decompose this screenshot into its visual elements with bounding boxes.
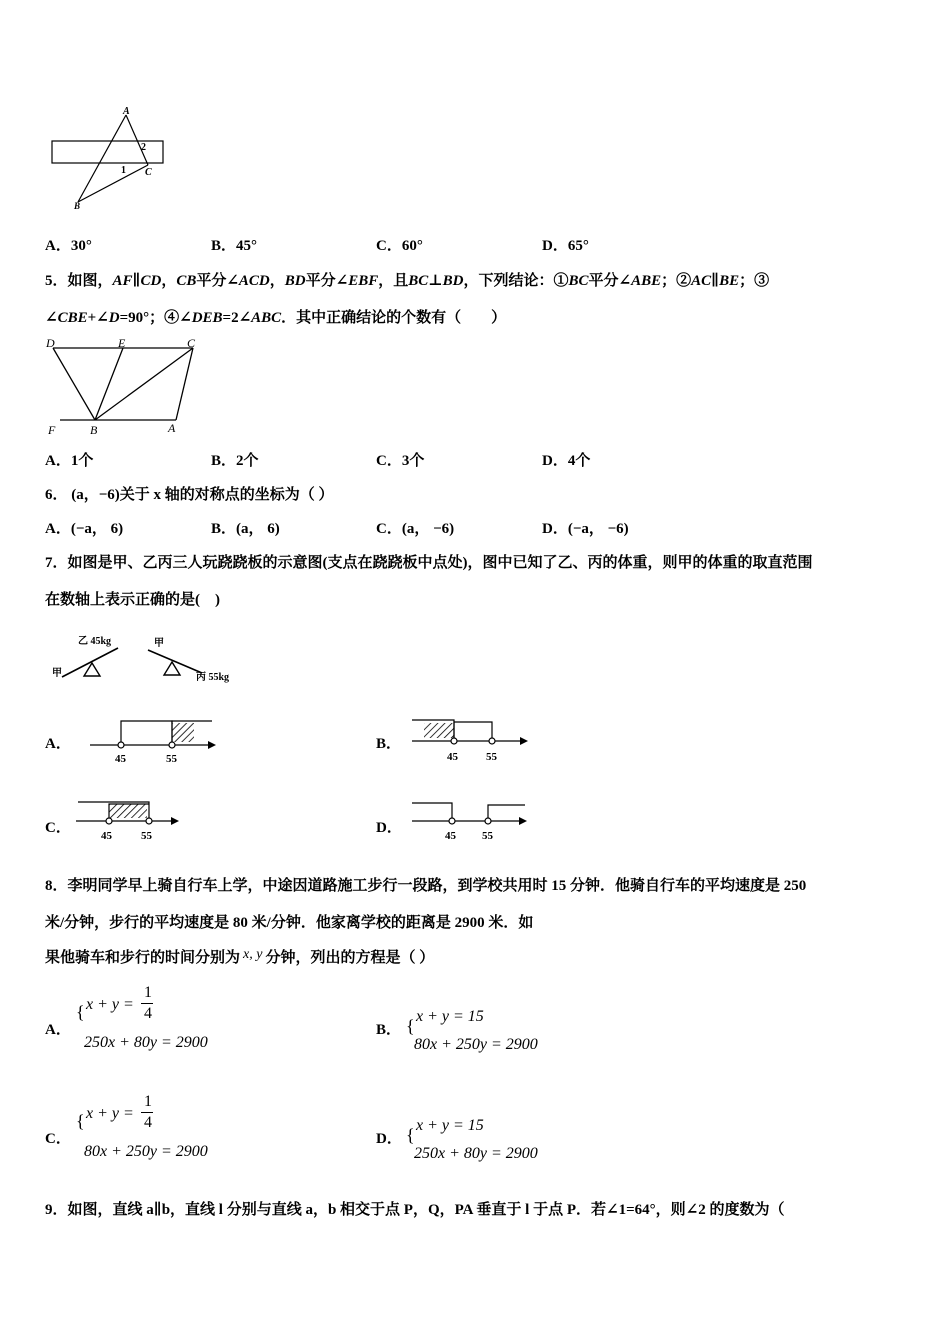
q8-option-b-label[interactable]: B． — [376, 1022, 402, 1038]
option-label: C． — [376, 521, 402, 537]
option-text: 2个 — [236, 453, 259, 469]
q5-figure — [44, 336, 204, 440]
range-bracket-right — [454, 722, 492, 738]
tick-label-55: 55 — [166, 753, 177, 765]
q5-label-b: B — [90, 423, 98, 437]
equation-1: x + y = 15 — [416, 1117, 484, 1134]
q9-stem-line1: 9．如图，直线 a∥b，直线 l 分别与直线 a，b 相交于点 P，Q，PA 垂直于 l 于点 P．若∠1=64°，则∠2 的度数为（ — [45, 1202, 785, 1218]
option-text: 1个 — [70, 453, 94, 469]
seesaw-label-jia-left: 甲 — [52, 668, 62, 679]
equation-1: x + y = — [86, 996, 134, 1013]
q8-stem-line1: 8．李明同学早上骑自行车上学，中途因道路施工步行一段路，到学校共用时 15 分钟．他骑自行车的平均速度是 250 — [45, 878, 807, 894]
q7-option-b-label[interactable]: B． — [376, 736, 402, 752]
q5-label-f: F — [48, 423, 56, 437]
option-text: (a， −6) — [401, 521, 455, 537]
option-text: 65° — [567, 238, 589, 254]
q6-option-c[interactable] — [376, 519, 454, 539]
tick-label-45: 45 — [447, 751, 458, 763]
fraction-bar — [141, 1003, 153, 1004]
option-label: A． — [45, 453, 71, 469]
q4-option-d[interactable] — [542, 236, 589, 256]
q5-label-e: E — [118, 336, 126, 350]
equation-2: 250x + 80y = 2900 — [414, 1145, 538, 1162]
equation-2: 250x + 80y = 2900 — [84, 1034, 208, 1051]
q4-label-1: 1 — [121, 165, 126, 176]
q8-option-c-equations[interactable] — [74, 1093, 244, 1165]
q4-figure — [45, 105, 175, 215]
q7-option-a-label[interactable]: A． — [45, 736, 71, 752]
q5-option-d[interactable] — [542, 451, 590, 471]
hatched-region — [172, 723, 194, 742]
q6-option-b[interactable] — [211, 519, 280, 539]
fraction-bar — [141, 1112, 153, 1113]
seesaw-label-yi: 乙 45kg — [78, 636, 112, 647]
option-text: (−a， 6) — [70, 521, 124, 537]
q4-line-ac — [126, 115, 148, 165]
q5-label-a: A — [168, 421, 176, 435]
q5-stem-line2: ∠CBE+∠D=90°；④∠DEB=2∠ABC．其中正确结论的个数有（ ） — [45, 310, 507, 326]
q6-option-a[interactable] — [45, 519, 123, 539]
option-label: D． — [542, 238, 568, 254]
fraction-denominator: 4 — [144, 1005, 152, 1022]
tick-label-55: 55 — [486, 751, 497, 763]
equation-1: x + y = — [86, 1105, 134, 1122]
q5-stem-line1: 5．如图，AF∥CD，CB平分∠ACD，BD平分∠EBF，且BC⊥BD，下列结论：①BC平分∠ABE；②AC∥BE；③ — [45, 273, 770, 289]
option-label: B． — [211, 238, 237, 254]
option-label: C． — [376, 238, 402, 254]
q6-stem: 6． (a，−6)关于 x 轴的对称点的坐标为（ ） — [45, 487, 334, 503]
q4-rectangle — [52, 141, 163, 163]
option-text: 30° — [70, 238, 92, 254]
endpoint-55 — [146, 818, 152, 824]
endpoint-45 — [451, 738, 457, 744]
range-bracket-left — [121, 721, 172, 742]
equation-1: x + y = 15 — [416, 1008, 484, 1025]
q7-stem-line1: 7．如图是甲、乙丙三人玩跷跷板的示意图(支点在跷跷板中点处)，图中已知了乙、丙的体重，则甲的体重的取直范围 — [45, 555, 813, 571]
q8-stem-line3: 果他骑车和步行的时间分别为 x, y 分钟，列出的方程是（ ） — [45, 947, 435, 966]
q7-stem-line2: 在数轴上表示正确的是( ) — [45, 592, 220, 608]
system-brace: { — [76, 1111, 85, 1131]
tick-label-45: 45 — [101, 830, 112, 842]
option-text: (−a， −6) — [567, 521, 629, 537]
endpoint-45 — [449, 818, 455, 824]
q4-option-b[interactable] — [211, 236, 257, 256]
fraction-denominator: 4 — [144, 1114, 152, 1131]
q7-option-d-numberline[interactable] — [410, 797, 535, 845]
option-label: D． — [542, 521, 568, 537]
equation-2: 80x + 250y = 2900 — [84, 1143, 208, 1160]
q8-stem-line2: 米/分钟，步行的平均速度是 80 米/分钟．他家离学校的距离是 2900 米．如 — [45, 915, 534, 931]
axis-arrow — [519, 817, 527, 825]
option-text: 4个 — [567, 453, 591, 469]
option-label: A． — [45, 238, 71, 254]
q5-option-a[interactable] — [45, 451, 93, 471]
range-bracket-right — [488, 805, 525, 818]
axis-arrow — [208, 741, 216, 749]
tick-label-45: 45 — [445, 830, 456, 842]
option-label: A． — [45, 521, 71, 537]
seesaw-board-right — [148, 650, 202, 673]
equation-2: 80x + 250y = 2900 — [414, 1036, 538, 1053]
q4-label-c: C — [145, 167, 152, 178]
system-brace: { — [406, 1125, 415, 1145]
fraction-numerator: 1 — [144, 1093, 152, 1110]
q7-option-d-label[interactable]: D． — [376, 820, 402, 836]
q5-line-db — [53, 348, 95, 420]
option-label: D． — [542, 453, 568, 469]
endpoint-55 — [489, 738, 495, 744]
q4-label-2: 2 — [141, 142, 146, 153]
seesaw-label-bing: 丙 55kg — [196, 672, 230, 683]
axis-arrow — [520, 737, 528, 745]
option-label: B． — [211, 521, 237, 537]
option-label: C． — [376, 453, 402, 469]
tick-label-45: 45 — [115, 753, 126, 765]
fraction-numerator: 1 — [144, 984, 152, 1001]
hatched-region — [424, 723, 454, 738]
system-brace: { — [406, 1016, 415, 1036]
q6-option-d[interactable] — [542, 519, 629, 539]
q5-label-d: D — [46, 336, 55, 350]
q8-option-c-label[interactable]: C． — [45, 1131, 71, 1147]
option-text: 3个 — [401, 453, 425, 469]
endpoint-45 — [106, 818, 112, 824]
q4-label-b: B — [74, 201, 81, 211]
axis-arrow — [171, 817, 179, 825]
q5-option-c[interactable] — [376, 451, 424, 471]
q4-option-c[interactable] — [376, 236, 423, 256]
q7-seesaw-figure — [48, 628, 248, 688]
option-text: 60° — [401, 238, 423, 254]
endpoint-55 — [485, 818, 491, 824]
endpoint-45 — [118, 742, 124, 748]
option-text: 45° — [236, 238, 258, 254]
q7-option-c-label[interactable]: C． — [45, 820, 71, 836]
tick-label-55: 55 — [482, 830, 493, 842]
seesaw-board-left — [62, 648, 118, 677]
q4-label-a: A — [123, 106, 130, 117]
q8-option-a-equations[interactable] — [74, 984, 244, 1056]
q8-option-d-equations[interactable] — [406, 1113, 576, 1169]
q5-option-b[interactable] — [211, 451, 259, 471]
q5-label-c: C — [187, 336, 196, 350]
hatched-region — [109, 804, 147, 818]
option-text: (a， 6) — [236, 521, 280, 537]
tick-label-55: 55 — [141, 830, 152, 842]
range-bracket-left — [412, 803, 452, 818]
q7-option-a-numberline[interactable] — [88, 715, 220, 767]
q7-option-b-numberline[interactable] — [410, 715, 535, 767]
q8-option-d-label[interactable]: D． — [376, 1131, 402, 1147]
q8-option-b-equations[interactable] — [406, 1004, 576, 1060]
q7-option-c-numberline[interactable] — [74, 797, 186, 845]
endpoint-55 — [169, 742, 175, 748]
seesaw-pivot-right — [164, 662, 180, 675]
q8-option-a-label[interactable]: A． — [45, 1022, 71, 1038]
q4-option-a[interactable] — [45, 236, 92, 256]
seesaw-label-jia-right: 甲 — [154, 638, 164, 649]
system-brace: { — [76, 1002, 85, 1022]
option-label: B． — [211, 453, 237, 469]
